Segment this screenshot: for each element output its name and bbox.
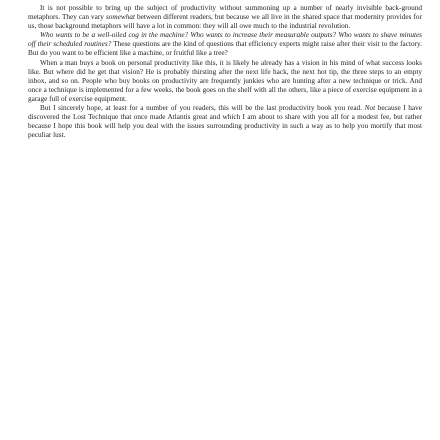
paragraph-text-segment: Not (364, 104, 376, 113)
paragraph-p2 (28, 31, 422, 58)
paragraph-text-segment: When a man buys a book on personal productivity like this, it is likely he already has a vision in his mind of what success looks like. But where did he get that vision? He is probably thirsting after the next life hack, the next hot tip, the three steps to an empty inbox, and so on. People who buy books on productivity are frequently junkies who are hunting after a new technique or trick. And once a technique is implemented for a few weeks, the book goes on the shelf with all the others, like a piece of exercise equipment in a garage full of exercise equipment. (28, 58, 422, 103)
paragraph-text-segment: somewhat (105, 12, 135, 21)
paragraph-p4 (28, 104, 422, 140)
paragraph-p3 (28, 59, 422, 104)
paragraph-text-segment: between different readers, but because we all live in the shared space that modernity provides for us, those background metaphors will have a lot in common: they will all owe much to the industrial revolution. (28, 12, 422, 30)
paragraph-p1 (28, 4, 422, 31)
paragraph-text-segment: These questions are the kind of questions that efficiency experts might raise after their visit to the factory. But do you want to be efficient like a machine, or fruitful like a tree? (28, 40, 422, 58)
paragraph-text-segment: Who wants to be a well-oiled cog in the machine? Who wants to increase their measurable outputs? Who wants to shave minutes off their scheduled routines? (28, 31, 422, 49)
paragraph-text-segment: It is not possible to bring up the subject of productivity without summoning up a number of nearly invisible back-ground metaphors. They can vary (28, 4, 422, 21)
paragraph-text-segment: because I have discovered the Lost Technique that once made Atlantis great and which I am about to share with you all for a modest fee, but rather because I hope this book will help you deal with the issues surrounding productivity in such a way as to help you mortify that most peculiar lust. (28, 104, 422, 140)
paragraph-text-segment: But I sincerely hope, at least for a number of you readers, this will be the last productivity book you read. (40, 104, 365, 113)
